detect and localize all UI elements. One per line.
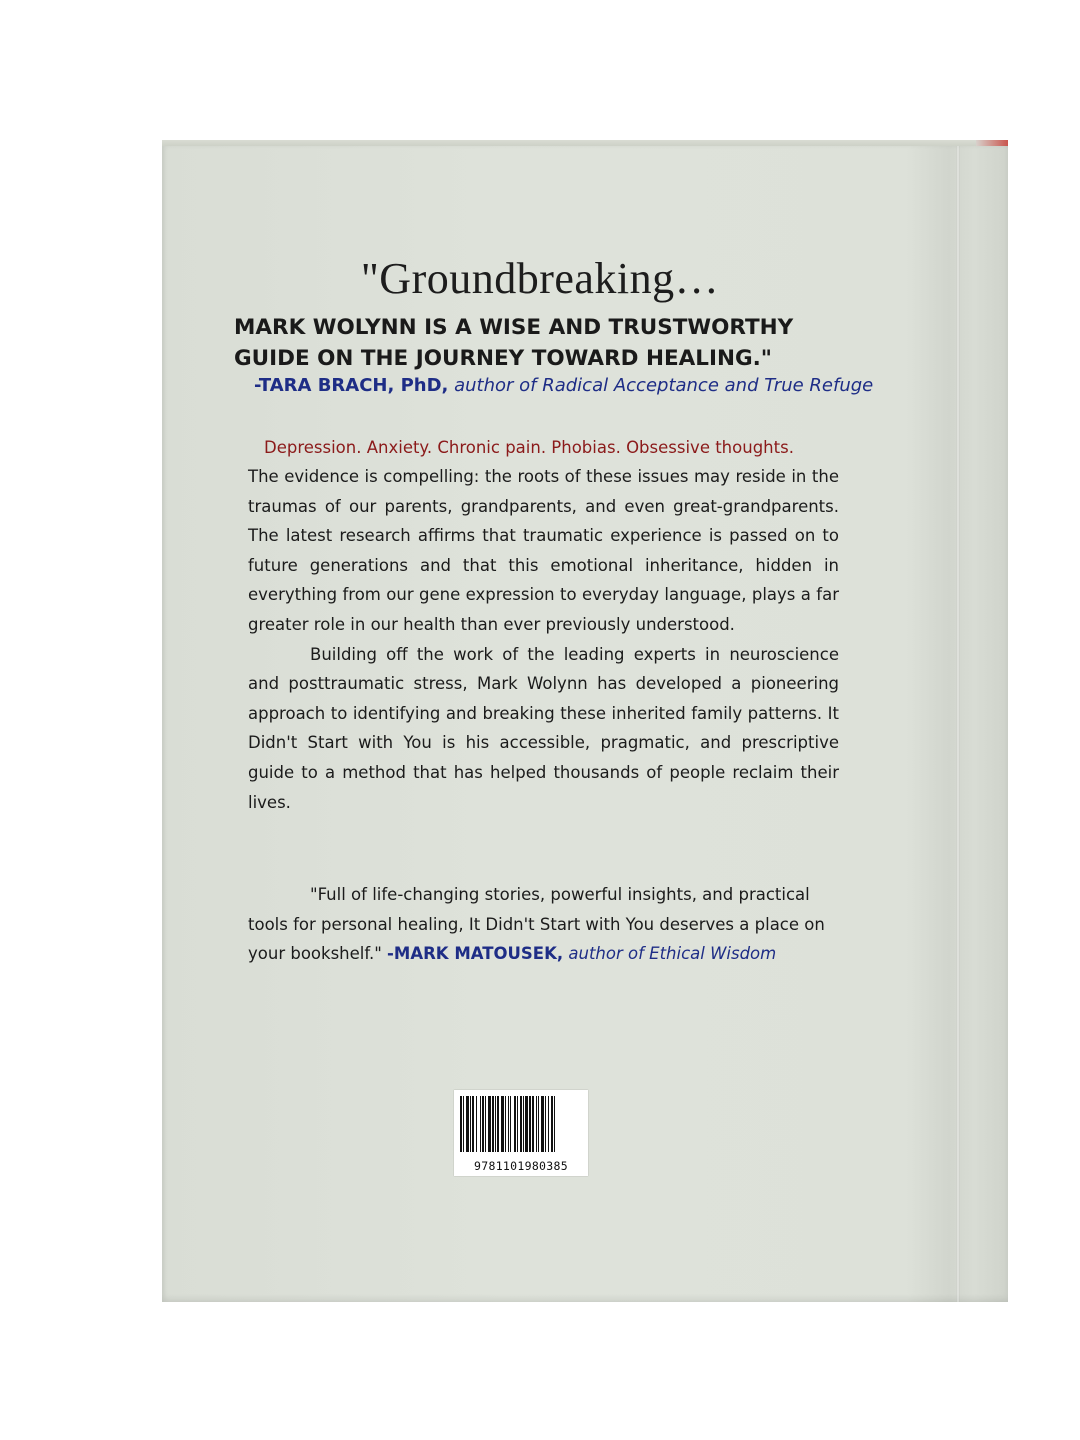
description-paragraph-1: The evidence is compelling: the roots of these issues may reside in the traumas of our parents, grandparents, and even great-grandparents. The latest research affirms that traumatic experience is passed on to future generations and that this emotional inheritance, hidden in everything from our gene expression to everyday language, plays a far greater role in our health than ever previously understood. (248, 467, 839, 634)
description (248, 462, 839, 817)
symptoms-line: Depression. Anxiety. Chronic pain. Phobias. Obsessive thoughts. (264, 438, 794, 457)
headline: "Groundbreaking… (360, 254, 720, 303)
spine-hinge (956, 146, 960, 1302)
isbn-number: 9781101980385 (474, 1159, 568, 1173)
blurb-quote (248, 880, 839, 969)
barcode-bars (460, 1096, 582, 1152)
description-paragraph-2: Building off the work of the leading experts in neuroscience and posttraumatic stress, Mark Wolynn has developed a pioneering approach to identifying and breaking these inherited family patterns. It Didn't Start with You is his accessible, pragmatic, and prescriptive guide to a method that has helped thousands of people reclaim their lives. (248, 644, 839, 812)
blurb-name: -MARK MATOUSEK, (387, 944, 564, 964)
blurb-text: "Full of life-changing stories, powerful insights, and practical tools for personal healing, It Didn't Start with You deserves a place on your bookshelf." (248, 885, 825, 964)
blurb-role: author of (563, 944, 650, 964)
quote-attribution (254, 373, 874, 399)
main-quote: MARK WOLYNN IS A WISE AND TRUSTWORTHY GUIDE ON THE JOURNEY TOWARD HEALING." (234, 315, 794, 371)
blurb-title: Ethical Wisdom (649, 944, 777, 964)
isbn-barcode (454, 1090, 588, 1176)
attribution-name: -TARA BRACH, PhD, (254, 375, 449, 396)
attribution-titles: Radical Acceptance and True Refuge (542, 375, 874, 396)
attribution-role: author of (448, 375, 543, 396)
